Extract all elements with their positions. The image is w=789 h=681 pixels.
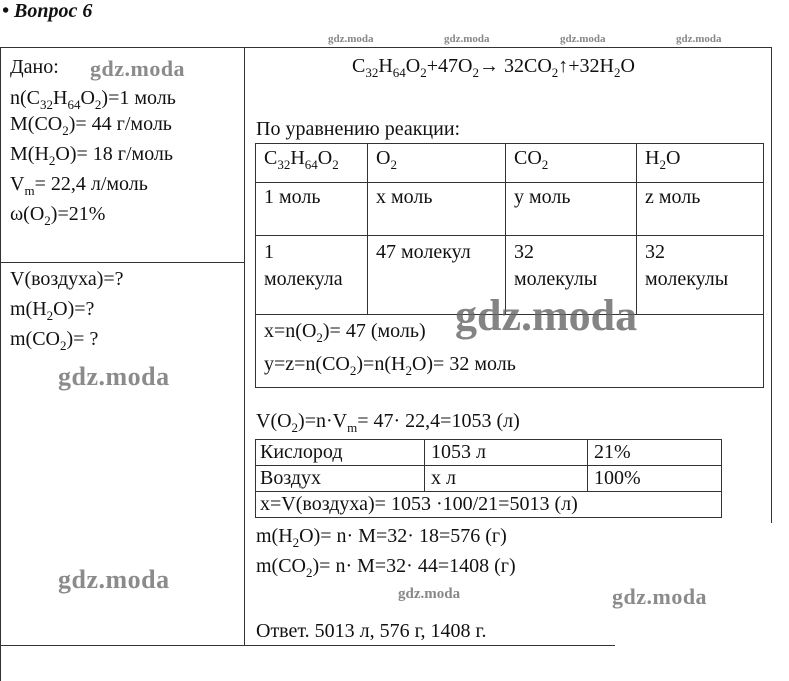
find-co2: $m(CO_2)=$ ? [10, 328, 99, 353]
cell: 1 молекула [256, 236, 368, 315]
given-m-co2: $M(CO_2)= 44$ г/моль [10, 113, 172, 138]
cell: 32 молекулы [637, 236, 764, 315]
frame-bottom [0, 645, 615, 646]
reaction-equation: $C_{32}H_{64}O_2+47O_2\to$ $32CO_2↑+32H_2O$ [352, 55, 635, 80]
cell: y моль [506, 183, 637, 236]
watermark-center: gdz.moda [455, 291, 638, 340]
by-equation-label: По уравнению реакции: [256, 118, 461, 140]
watermark-small-3: gdz.moda [560, 33, 606, 45]
page-title: • Вопрос 6 [2, 0, 93, 22]
cell: x моль [368, 183, 506, 236]
given-vm: $V_m= 22,4$ л/моль [10, 173, 148, 198]
header-co2: $CO_2$ [506, 144, 637, 183]
header-h2o: $H_2O$ [637, 144, 764, 183]
cell: 32 молекулы [506, 236, 637, 315]
table-row [256, 183, 764, 236]
table-row [256, 466, 722, 492]
find-air: V(воздуха)=? [10, 268, 124, 290]
air-table-footer: x=V(воздуха)= 1053 ·100/21=5013 (л) [256, 492, 722, 518]
cell: 21% [588, 440, 722, 466]
watermark-find: gdz.moda [58, 362, 170, 391]
co2-mass: $m(CO_2)= n\cdot M=32\cdot 44=1408$ (г) [256, 555, 516, 580]
air-table [255, 439, 722, 518]
cell: Воздух [256, 466, 425, 492]
frame-top [0, 47, 772, 48]
cell: 1 моль [256, 183, 368, 236]
yz-line: $y=z=n(CO_2)=n(H_2O)= 32$ моль [264, 353, 516, 378]
watermark-small-2: gdz.moda [444, 33, 490, 45]
given-label: Дано: [10, 56, 59, 78]
answer: Ответ. 5013 л, 576 г, 1408 г. [256, 620, 487, 642]
header-c32h64o2: $C_{32}H_{64}O_2$ [256, 144, 368, 183]
table-row [256, 144, 764, 183]
given-n: $n(C_{32}H_{64}O_2)=1$ моль [10, 87, 176, 112]
x-line: $x=n(O_2)= 47$ (моль) [264, 320, 426, 345]
water-mass: $m(H_2O)= n\cdot M=32\cdot 18=576$ (г) [256, 525, 507, 550]
frame-divider [244, 47, 245, 645]
cell: x л [425, 466, 588, 492]
given-find-divider [0, 262, 245, 263]
watermark-small-4: gdz.moda [676, 33, 722, 45]
watermark-left-bottom: gdz.moda [58, 565, 170, 594]
cell: Кислород [256, 440, 425, 466]
watermark-given: gdz.moda [90, 56, 186, 81]
given-omega: $\omega(O_2)=21\%$ [10, 203, 106, 228]
cell: 100% [588, 466, 722, 492]
frame-left [0, 47, 1, 681]
table-row [256, 440, 722, 466]
reaction-table [255, 143, 764, 388]
table-row [256, 492, 722, 518]
watermark-small-1: gdz.moda [328, 33, 374, 45]
header-o2: $O_2$ [368, 144, 506, 183]
find-water: $m(H_2O)=$? [10, 298, 95, 323]
watermark-bottom-mid: gdz.moda [398, 586, 461, 602]
watermark-bottom-right: gdz.moda [612, 584, 708, 609]
cell: 1053 л [425, 440, 588, 466]
vo2-line: $V(O_2)=n\cdot V_m= 47\cdot 22,4=1053$ (л) [256, 410, 520, 435]
frame-right [771, 47, 772, 523]
cell: z моль [637, 183, 764, 236]
cell: 47 молекул [368, 236, 506, 315]
given-m-h2o: $M(H_2O)= 18$ г/моль [10, 143, 174, 168]
